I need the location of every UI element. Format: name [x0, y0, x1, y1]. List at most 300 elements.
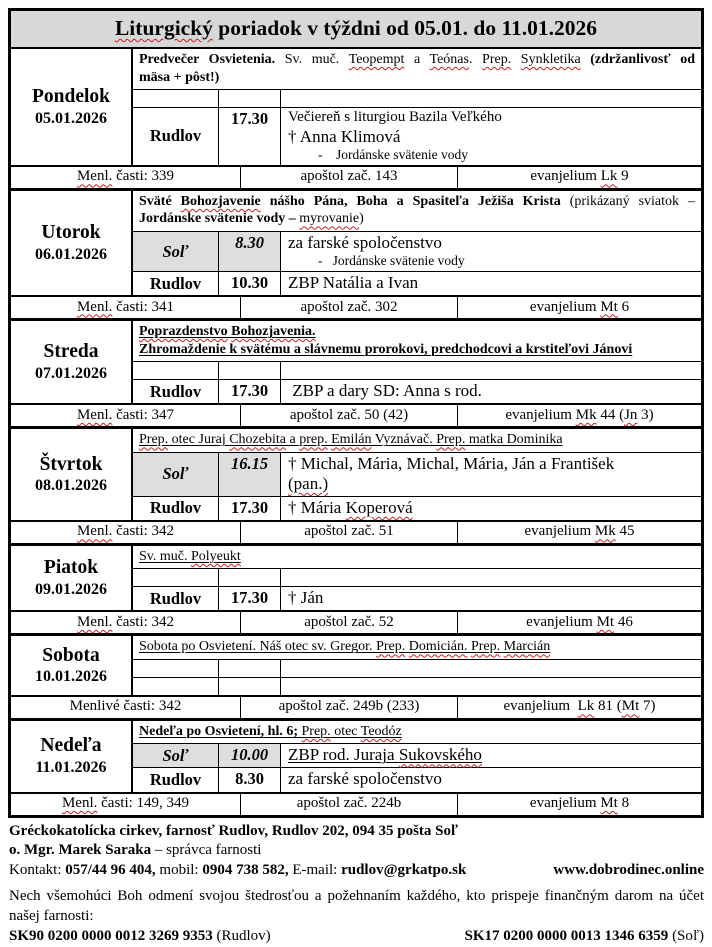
text-segment: 45: [615, 523, 635, 540]
intention-cell: [281, 453, 701, 496]
feast-cell: [133, 636, 701, 660]
text-segment: časti: 339: [112, 168, 175, 185]
intention-line: [288, 233, 697, 253]
misspelling-squiggle: Marcián: [503, 639, 551, 655]
time-cell: [219, 362, 281, 379]
text-segment: evanjelium: [524, 523, 595, 540]
text-segment: - Jordánske svätenie vody: [318, 146, 468, 162]
day-block-3: [11, 429, 701, 546]
place-cell: Rudlov: [133, 587, 219, 610]
text-segment: Bohozjavenie: [180, 193, 261, 209]
intention-cell: [281, 678, 701, 695]
intention-line: [288, 454, 697, 474]
text-segment: otec: [330, 723, 361, 739]
intention-cell: [281, 232, 701, 271]
text-segment: [139, 432, 168, 447]
text-segment: [191, 549, 241, 564]
menl-parts-cell: [11, 612, 241, 633]
feast-line: [139, 193, 695, 211]
day-blocks-container: [11, 49, 701, 815]
misspelling-squiggle: Prep.: [301, 723, 331, 739]
text-segment: časti: 342: [112, 523, 175, 540]
text-segment: (Soľ): [668, 928, 704, 945]
place-cell: Rudlov: [133, 497, 219, 520]
text-segment: evanjelium: [529, 298, 601, 315]
schedule-row: [133, 90, 701, 108]
day-date: 10.01.2026: [35, 668, 107, 686]
day-block-main: [11, 721, 701, 792]
day-name: Štvrtok: [39, 453, 103, 475]
feast-cell: [133, 49, 701, 90]
feast-line: [139, 431, 695, 449]
day-name: Piatok: [43, 557, 99, 579]
text-segment: [302, 724, 331, 739]
evanjelium-cell: [458, 297, 701, 318]
day-name: Utorok: [41, 222, 101, 244]
day-cell: [11, 49, 133, 165]
text-segment: mäsa + pôst!): [139, 69, 220, 85]
text-segment: časti: 149, 349: [97, 795, 190, 812]
text-segment: matka Dominika: [465, 432, 563, 448]
time-cell: [219, 678, 281, 695]
text-segment: [376, 639, 405, 654]
day-name: Pondelok: [31, 86, 111, 108]
schedule-row: [133, 497, 701, 520]
place-cell: [133, 569, 219, 586]
day-block-0: [11, 49, 701, 191]
menl-parts-cell: [11, 697, 241, 718]
misspelling-squiggle: Prep.: [139, 432, 169, 448]
text-segment: Jordánske svätenie vody –: [139, 211, 300, 227]
misspelling-squiggle: Teodóz: [360, 723, 402, 739]
text-segment: nášho Pána, Boha a Spasiteľa Ježiša Krista: [260, 193, 570, 209]
schedule-row: [133, 678, 701, 695]
text-segment: Menl.: [76, 523, 113, 540]
text-segment: Koperová: [345, 497, 413, 517]
schedule-row: [133, 232, 701, 272]
day-date: 08.01.2026: [35, 477, 107, 495]
text-segment: 9: [617, 168, 629, 185]
misspelling-squiggle: Domicián.: [408, 639, 468, 655]
place-cell: [133, 678, 219, 695]
page-title: [11, 11, 701, 49]
intention-cell: [281, 587, 701, 610]
day-rows: [133, 191, 701, 295]
text-segment: ZBP a dary SD: Anna s rod.: [288, 381, 482, 401]
iban-rudlov: [9, 927, 271, 947]
footer: [8, 818, 708, 947]
text-segment: Mk: [575, 406, 597, 423]
text-segment: Sv. muč.: [139, 548, 191, 564]
intention-cell: [281, 497, 701, 520]
schedule-row: [133, 744, 701, 768]
place-cell: [133, 362, 219, 379]
intention-cell: [281, 362, 701, 379]
text-segment: Jn: [624, 406, 638, 423]
text-segment: SK90 0200 0000 0012 3269 9353: [9, 928, 213, 945]
text-segment: Synkletika: [520, 52, 581, 67]
text-segment: (Rudlov): [212, 928, 271, 945]
intention-cell: [281, 380, 701, 403]
feast-line: [139, 323, 695, 341]
text-segment: [511, 52, 521, 67]
text-segment: [504, 639, 551, 654]
text-segment: ): [359, 211, 364, 227]
time-cell: 17.30: [219, 587, 281, 610]
text-segment: za farské spoločenstvo: [288, 769, 442, 789]
menl-parts-cell: [11, 794, 241, 815]
schedule-row: [133, 453, 701, 497]
text-segment: Večiereň s liturgiou Bazila Veľkého: [288, 109, 502, 125]
text-segment: Sv. muč.: [284, 52, 349, 67]
text-segment: (pan.): [288, 473, 329, 493]
text-segment: [409, 639, 468, 654]
text-segment: ZBP Natália a Ivan: [288, 273, 419, 293]
place-cell: Rudlov: [133, 108, 219, 165]
text-segment: [229, 432, 286, 447]
text-segment: rudlov@grkatpo.sk: [341, 861, 467, 878]
text-segment: Mt: [600, 795, 618, 812]
text-segment: evanjelium: [530, 168, 601, 185]
text-segment: Mk: [594, 523, 616, 540]
text-segment: Menl.: [76, 168, 113, 185]
day-rows: [133, 546, 701, 611]
time-cell: 17.30: [219, 497, 281, 520]
apostol-cell: [241, 612, 458, 633]
text-segment: 7): [639, 698, 656, 715]
day-date: 09.01.2026: [35, 580, 107, 598]
text-segment: poriadok v týždni od 05.01. do 11.01.2026: [212, 16, 598, 40]
evanjelium-cell: [458, 794, 701, 815]
misspelling-squiggle: Emilán: [331, 432, 372, 448]
text-segment: Mt: [596, 613, 615, 630]
menl-parts-cell: [11, 522, 241, 543]
text-segment: Zhromaždenie k svätému a slávnemu prorokovi, predchodcovi a krstiteľovi Jánovi: [139, 341, 633, 357]
time-cell: 10.30: [219, 272, 281, 295]
evanjelium-cell: [458, 612, 701, 633]
time-cell: 10.00: [219, 744, 281, 767]
text-segment: časti: 342: [112, 613, 175, 630]
text-segment: † Anna Klimová: [288, 126, 401, 146]
place-cell: Soľ: [133, 453, 219, 496]
text-segment: Lk: [577, 698, 595, 715]
misspelling-squiggle: Polyeukt: [190, 548, 241, 564]
place-cell: Rudlov: [133, 380, 219, 403]
misspelling-squiggle: prep.: [299, 432, 328, 448]
misspelling-squiggle: Prep.: [436, 432, 466, 448]
text-segment: časti: 341: [112, 298, 175, 315]
evanjelium-cell: [458, 405, 701, 426]
text-segment: apoštol zač. 224b: [296, 795, 402, 812]
text-segment: Mt: [621, 698, 640, 715]
text-segment: otec Juraj: [168, 432, 230, 448]
intention-line: [288, 273, 697, 293]
menl-row: [11, 520, 701, 543]
day-block-main: [11, 636, 701, 695]
evanjelium-cell: [458, 522, 701, 543]
time-cell: [219, 660, 281, 677]
intention-cell: [281, 272, 701, 295]
day-date: 05.01.2026: [35, 109, 107, 127]
time-cell: 16.15: [219, 453, 281, 496]
feast-line: [139, 210, 695, 228]
feast-cell: [133, 546, 701, 570]
menl-row: [11, 695, 701, 718]
text-segment: 8: [617, 795, 630, 812]
time-cell: 17.30: [219, 108, 281, 165]
place-cell: Soľ: [133, 232, 219, 271]
day-date: 07.01.2026: [35, 364, 107, 382]
apostol-cell: [241, 794, 458, 815]
schedule-row: [133, 272, 701, 295]
text-segment: [471, 639, 500, 654]
place-cell: [133, 660, 219, 677]
feast-cell: [133, 429, 701, 453]
text-segment: apoštol zač. 302: [300, 298, 398, 315]
text-segment: o. Mgr. Marek Saraka: [9, 842, 152, 859]
text-segment: [436, 432, 465, 447]
text-segment: Lk: [600, 168, 618, 185]
day-block-main: [11, 321, 701, 403]
text-segment: časti: 347: [112, 406, 175, 423]
feast-line: [139, 638, 695, 656]
parish-name-line: [9, 822, 704, 842]
text-segment: Menl.: [76, 298, 113, 315]
intention-cell: [281, 744, 701, 767]
text-segment: Prep.: [482, 52, 512, 67]
menl-row: [11, 610, 701, 633]
text-segment: mobil:: [155, 861, 203, 878]
menl-row: [11, 792, 701, 815]
feast-line: [139, 548, 695, 566]
day-block-6: [11, 721, 701, 815]
text-segment: E-mail:: [288, 861, 342, 878]
misspelling-squiggle: Poprazdenstvo: [139, 324, 228, 340]
day-cell: [11, 721, 133, 792]
intention-line: [288, 253, 697, 269]
text-segment: (zdržanlivosť od: [590, 52, 696, 67]
schedule-row: [133, 587, 701, 610]
text-segment: a: [285, 432, 300, 448]
text-segment: apoštol zač. 52: [304, 613, 394, 630]
apostol-cell: [241, 297, 458, 318]
day-cell: [11, 191, 133, 295]
text-segment: 057/44 96 404,: [65, 861, 156, 878]
schedule-row: [133, 660, 701, 678]
text-segment: a: [404, 52, 430, 67]
day-block-main: [11, 191, 701, 295]
text-segment: .: [468, 52, 483, 67]
day-rows: [133, 636, 701, 695]
intention-line: [288, 381, 697, 401]
day-block-5: [11, 636, 701, 721]
day-cell: [11, 546, 133, 611]
intention-line: [288, 127, 697, 147]
day-block-2: [11, 321, 701, 429]
text-segment: Nedeľa po Osvietení, hl. 6;: [139, 723, 299, 739]
feast-line: [139, 341, 695, 359]
text-segment: apoštol zač. 249b (233): [278, 698, 420, 715]
day-rows: [133, 49, 701, 165]
schedule-row: [133, 380, 701, 403]
bank-accounts-line: [9, 927, 704, 947]
apostol-cell: [241, 522, 458, 543]
contact-line: [9, 861, 704, 881]
schedule-row: [133, 768, 701, 791]
menl-parts-cell: [11, 167, 241, 188]
misspelling-squiggle: Prep.: [470, 639, 501, 655]
schedule-row: [133, 108, 701, 165]
misspelling-squiggle: Bohozjavenia.: [231, 324, 316, 340]
text-segment: † Michal, Mária, Michal, Mária, Ján a František: [288, 453, 615, 473]
text-segment: [361, 724, 402, 739]
text-segment: Menl.: [76, 406, 113, 423]
text-segment: [331, 432, 371, 447]
text-segment: za farské spoločenstvo: [288, 232, 442, 252]
time-cell: 8.30: [219, 768, 281, 791]
text-segment: evanjelium: [529, 795, 601, 812]
time-cell: 17.30: [219, 380, 281, 403]
text-segment: evanjelium: [526, 613, 597, 630]
evanjelium-cell: [458, 167, 701, 188]
day-cell: [11, 636, 133, 695]
day-date: 11.01.2026: [35, 758, 107, 776]
text-segment: Menlivé časti: 342: [69, 698, 182, 715]
text-segment: Teónas: [429, 52, 469, 67]
text-segment: apoštol zač. 51: [304, 523, 394, 540]
text-segment: Mt: [600, 298, 618, 315]
text-segment: evanjelium: [505, 406, 576, 423]
iban-sol: [465, 927, 704, 947]
day-block-main: [11, 546, 701, 611]
text-segment: Gréckokatolícka cirkev, farnosť Rudlov, Rudlov 202, 094 35 pošta Soľ: [9, 822, 459, 839]
text-segment: – správca farnosti: [151, 842, 262, 859]
text-segment: [299, 432, 327, 447]
feast-line: [139, 51, 695, 69]
feast-line: [139, 69, 695, 87]
menl-row: [11, 165, 701, 188]
day-block-main: [11, 49, 701, 165]
place-cell: Rudlov: [133, 272, 219, 295]
text-segment: 81 (: [594, 698, 622, 715]
website-link: [553, 861, 704, 881]
day-name: Streda: [43, 341, 99, 363]
text-segment: Nech všemohúci Boh odmení svojou štedrosťou a požehnaním každého, kto prispeje finančným darom na účet našej farnosti:: [9, 888, 708, 924]
misspelling-squiggle: Sukovského: [398, 745, 482, 765]
intention-cell: [281, 569, 701, 586]
text-segment: [139, 324, 228, 339]
place-cell: Rudlov: [133, 768, 219, 791]
day-cell: [11, 429, 133, 520]
day-block-1: [11, 191, 701, 321]
day-rows: [133, 321, 701, 403]
intention-line: [288, 109, 697, 127]
text-segment: Teopempt: [348, 52, 405, 67]
text-segment: 44 (: [596, 406, 625, 423]
text-segment: Sobota po Osvietení. Náš otec sv. Gregor.: [139, 639, 377, 655]
intention-line: [288, 498, 697, 518]
donation-paragraph: [9, 887, 708, 926]
text-segment: (prikázaný sviatok –: [569, 193, 695, 209]
time-cell: 8.30: [219, 232, 281, 271]
place-cell: Soľ: [133, 744, 219, 767]
text-segment: evanjelium: [503, 698, 578, 715]
administrator-line: [9, 841, 704, 861]
contact-info: [9, 861, 466, 881]
text-segment: Kontakt:: [9, 861, 66, 878]
day-rows: [133, 721, 701, 792]
intention-cell: [281, 660, 701, 677]
feast-line: [139, 723, 695, 741]
apostol-cell: [241, 405, 458, 426]
day-block-4: [11, 546, 701, 637]
feast-cell: [133, 721, 701, 745]
apostol-cell: [241, 697, 458, 718]
feast-cell: [133, 321, 701, 362]
intention-line: [288, 745, 697, 765]
text-segment: apoštol zač. 143: [300, 168, 398, 185]
day-date: 06.01.2026: [35, 245, 107, 263]
text-segment: Predvečer Osvietenia.: [139, 52, 285, 67]
text-segment: - Jordánske svätenie vody: [318, 252, 465, 268]
text-segment: 6: [617, 298, 630, 315]
text-segment: SK17 0200 0000 0013 1346 6359: [464, 928, 669, 945]
intention-cell: [281, 108, 701, 165]
intention-line: [288, 474, 697, 494]
day-name: Sobota: [42, 644, 100, 666]
text-segment: Vyznávač.: [371, 432, 437, 448]
feast-cell: [133, 191, 701, 232]
schedule-row: [133, 569, 701, 587]
intention-cell: [281, 768, 701, 791]
text-segment: 0904 738 582,: [202, 861, 289, 878]
day-name: Nedeľa: [40, 735, 102, 757]
text-segment: [581, 52, 591, 67]
menl-row: [11, 295, 701, 318]
text-segment: Sväté: [139, 193, 181, 209]
day-cell: [11, 321, 133, 403]
text-segment: † Ján: [288, 588, 324, 608]
text-segment: Menl.: [76, 613, 113, 630]
intention-cell: [281, 90, 701, 107]
misspelling-squiggle: Chozebita: [229, 432, 286, 448]
text-segment: Liturgický: [114, 16, 213, 40]
text-segment: 3): [637, 406, 654, 423]
text-segment: apoštol zač. 50 (42): [289, 406, 409, 423]
text-segment: myrovanie: [299, 211, 360, 227]
text-segment: ZBP rod. Juraja: [288, 745, 399, 765]
intention-line: [288, 588, 697, 608]
text-segment: Menl.: [61, 795, 98, 812]
time-cell: [219, 569, 281, 586]
text-segment: [399, 745, 482, 764]
place-cell: [133, 90, 219, 107]
evanjelium-cell: [458, 697, 701, 718]
intention-line: [288, 147, 697, 163]
menl-row: [11, 403, 701, 426]
menl-parts-cell: [11, 405, 241, 426]
misspelling-squiggle: Prep.: [376, 639, 406, 655]
text-segment: www.dobrodinec.online: [553, 861, 704, 878]
text-segment: 46: [614, 613, 633, 630]
day-rows: [133, 429, 701, 520]
intention-line: [288, 769, 697, 789]
schedule-row: [133, 362, 701, 380]
apostol-cell: [241, 167, 458, 188]
menl-parts-cell: [11, 297, 241, 318]
time-cell: [219, 90, 281, 107]
text-segment: [231, 324, 315, 339]
